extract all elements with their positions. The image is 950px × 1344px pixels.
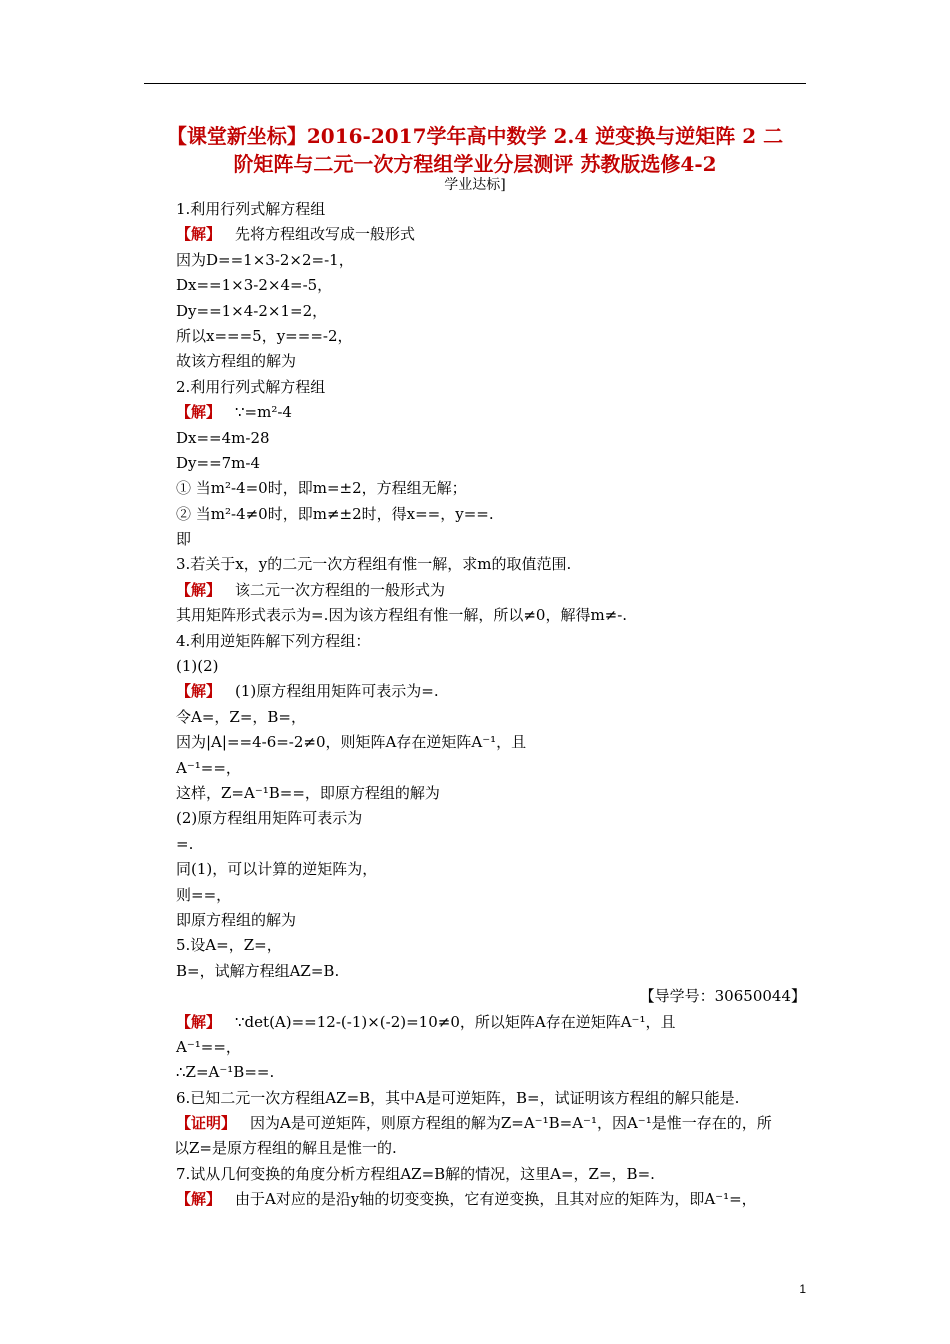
line-text: =. (176, 834, 194, 853)
document-title (144, 122, 806, 178)
text-line (176, 476, 806, 501)
page-number: 1 (799, 1282, 806, 1296)
solution-tag: 【解】 (176, 403, 222, 422)
text-line (176, 324, 806, 349)
line-text: 同(1)，可以计算的逆矩阵为， (176, 860, 378, 879)
line-text: 先将方程组改写成一般形式 (235, 225, 416, 244)
section-subtitle: 学业达标] (444, 177, 506, 193)
line-text: 该二元一次方程组的一般形式为 (235, 580, 446, 599)
text-line (176, 400, 806, 425)
text-line (176, 451, 806, 476)
text-line (176, 984, 806, 1009)
text-line (176, 806, 806, 831)
title-line-1: 【课堂新坐标】2016-2017学年高中数学 2.4 逆变换与逆矩阵 2 二 (166, 124, 784, 148)
line-text: (1)(2) (176, 657, 219, 676)
text-line (176, 654, 806, 679)
line-text: 即原方程组的解为 (176, 910, 297, 929)
text-line (176, 1086, 806, 1111)
header-rule (144, 83, 806, 84)
line-text: 这样，Z=A⁻¹B==，即原方程组的解为 (176, 783, 440, 802)
line-text: 因为A是可逆矩阵，则原方程组的解为Z=A⁻¹B=A⁻¹，因A⁻¹是惟一存在的，所 (250, 1114, 772, 1133)
line-text: (1)原方程组用矩阵可表示为=. (235, 682, 439, 701)
line-text: B=，试解方程组AZ=B. (176, 961, 340, 980)
text-line (176, 502, 806, 527)
solution-tag: 【解】 (176, 225, 222, 244)
text-line (176, 375, 806, 400)
text-line (176, 426, 806, 451)
text-line (176, 1010, 806, 1035)
text-line (176, 1187, 806, 1212)
text-line (176, 248, 806, 273)
line-text: 以Z=是原方程组的解且是惟一的. (174, 1139, 397, 1158)
line-text: 2.利用行列式解方程组 (176, 377, 326, 396)
text-line (176, 527, 806, 552)
solution-tag: 【解】 (176, 1012, 222, 1031)
line-text: 则==， (176, 885, 232, 904)
text-line (176, 705, 806, 730)
text-line (176, 883, 806, 908)
document-body (176, 197, 806, 1213)
text-line (176, 933, 806, 958)
text-line (176, 730, 806, 755)
text-line (176, 679, 806, 704)
line-text: ② 当m²-4≠0时，即m≠±2时，得x==，y==. (176, 504, 494, 523)
title-line-2: 阶矩阵与二元一次方程组学业分层测评 苏教版选修4-2 (233, 152, 717, 176)
line-text: ∵=m²-4 (235, 403, 292, 422)
solution-tag: 【解】 (176, 580, 222, 599)
line-text: Dy==1×4-2×1=2， (176, 301, 328, 320)
text-line (176, 857, 806, 882)
text-line (176, 1111, 806, 1136)
text-line (176, 273, 806, 298)
line-text: 1.利用行列式解方程组 (176, 200, 326, 218)
line-text: Dy==7m-4 (176, 453, 261, 472)
line-text: Dx==1×3-2×4=-5， (176, 276, 333, 295)
text-line (176, 832, 806, 857)
text-line (176, 629, 806, 654)
line-text: 其用矩阵形式表示为=.因为该方程组有惟一解，所以≠0，解得m≠-. (176, 606, 628, 625)
text-line (176, 197, 806, 222)
line-text: A⁻¹==， (176, 1037, 241, 1056)
line-text: A⁻¹==， (176, 758, 241, 777)
solution-tag: 【证明】 (176, 1114, 237, 1133)
line-text: ① 当m²-4=0时，即m=±2，方程组无解； (176, 479, 467, 498)
line-text: 6.已知二元一次方程组AZ=B，其中A是可逆矩阵，B=，试证明该方程组的解只能是. (176, 1088, 740, 1107)
text-line (176, 959, 806, 984)
line-text: 令A=，Z=，B=， (176, 707, 306, 726)
text-line (176, 603, 806, 628)
line-text: 7.试从几何变换的角度分析方程组AZ=B解的情况，这里A=，Z=，B=. (176, 1164, 655, 1183)
text-line (176, 1162, 806, 1187)
line-text: 因为D==1×3-2×2=-1， (176, 250, 354, 269)
text-line (176, 349, 806, 374)
text-line (176, 222, 806, 247)
line-text: 因为|A|==4-6=-2≠0，则矩阵A存在逆矩阵A⁻¹，且 (176, 733, 527, 752)
line-text: 4.利用逆矩阵解下列方程组： (176, 631, 371, 650)
line-text: Dx==4m-28 (176, 428, 270, 447)
text-line (176, 299, 806, 324)
text-line (176, 552, 806, 577)
line-text: ∵det(A)==12-(-1)×(-2)=10≠0，所以矩阵A存在逆矩阵A⁻¹，且 (235, 1012, 676, 1031)
text-line (176, 578, 806, 603)
line-text: 5.设A=，Z=， (176, 936, 282, 955)
line-text: 即 (176, 530, 192, 549)
line-text: 所以x===5，y===-2， (176, 326, 353, 345)
line-text: (2)原方程组用矩阵可表示为 (176, 809, 363, 828)
text-line (176, 1060, 806, 1085)
text-line (174, 1136, 806, 1161)
line-text: ∴Z=A⁻¹B==. (176, 1063, 275, 1082)
solution-tag: 【解】 (176, 682, 222, 701)
text-line (176, 1035, 806, 1060)
text-line (176, 756, 806, 781)
line-text: 【导学号：30650044】 (639, 987, 806, 1006)
text-line (176, 908, 806, 933)
line-text: 由于A对应的是沿y轴的切变变换，它有逆变换，且其对应的矩阵为，即A⁻¹=， (235, 1190, 757, 1209)
line-text: 故该方程组的解为 (176, 352, 297, 371)
solution-tag: 【解】 (176, 1190, 222, 1209)
text-line (176, 781, 806, 806)
line-text: 3.若关于x，y的二元一次方程组有惟一解，求m的取值范围. (176, 555, 572, 574)
